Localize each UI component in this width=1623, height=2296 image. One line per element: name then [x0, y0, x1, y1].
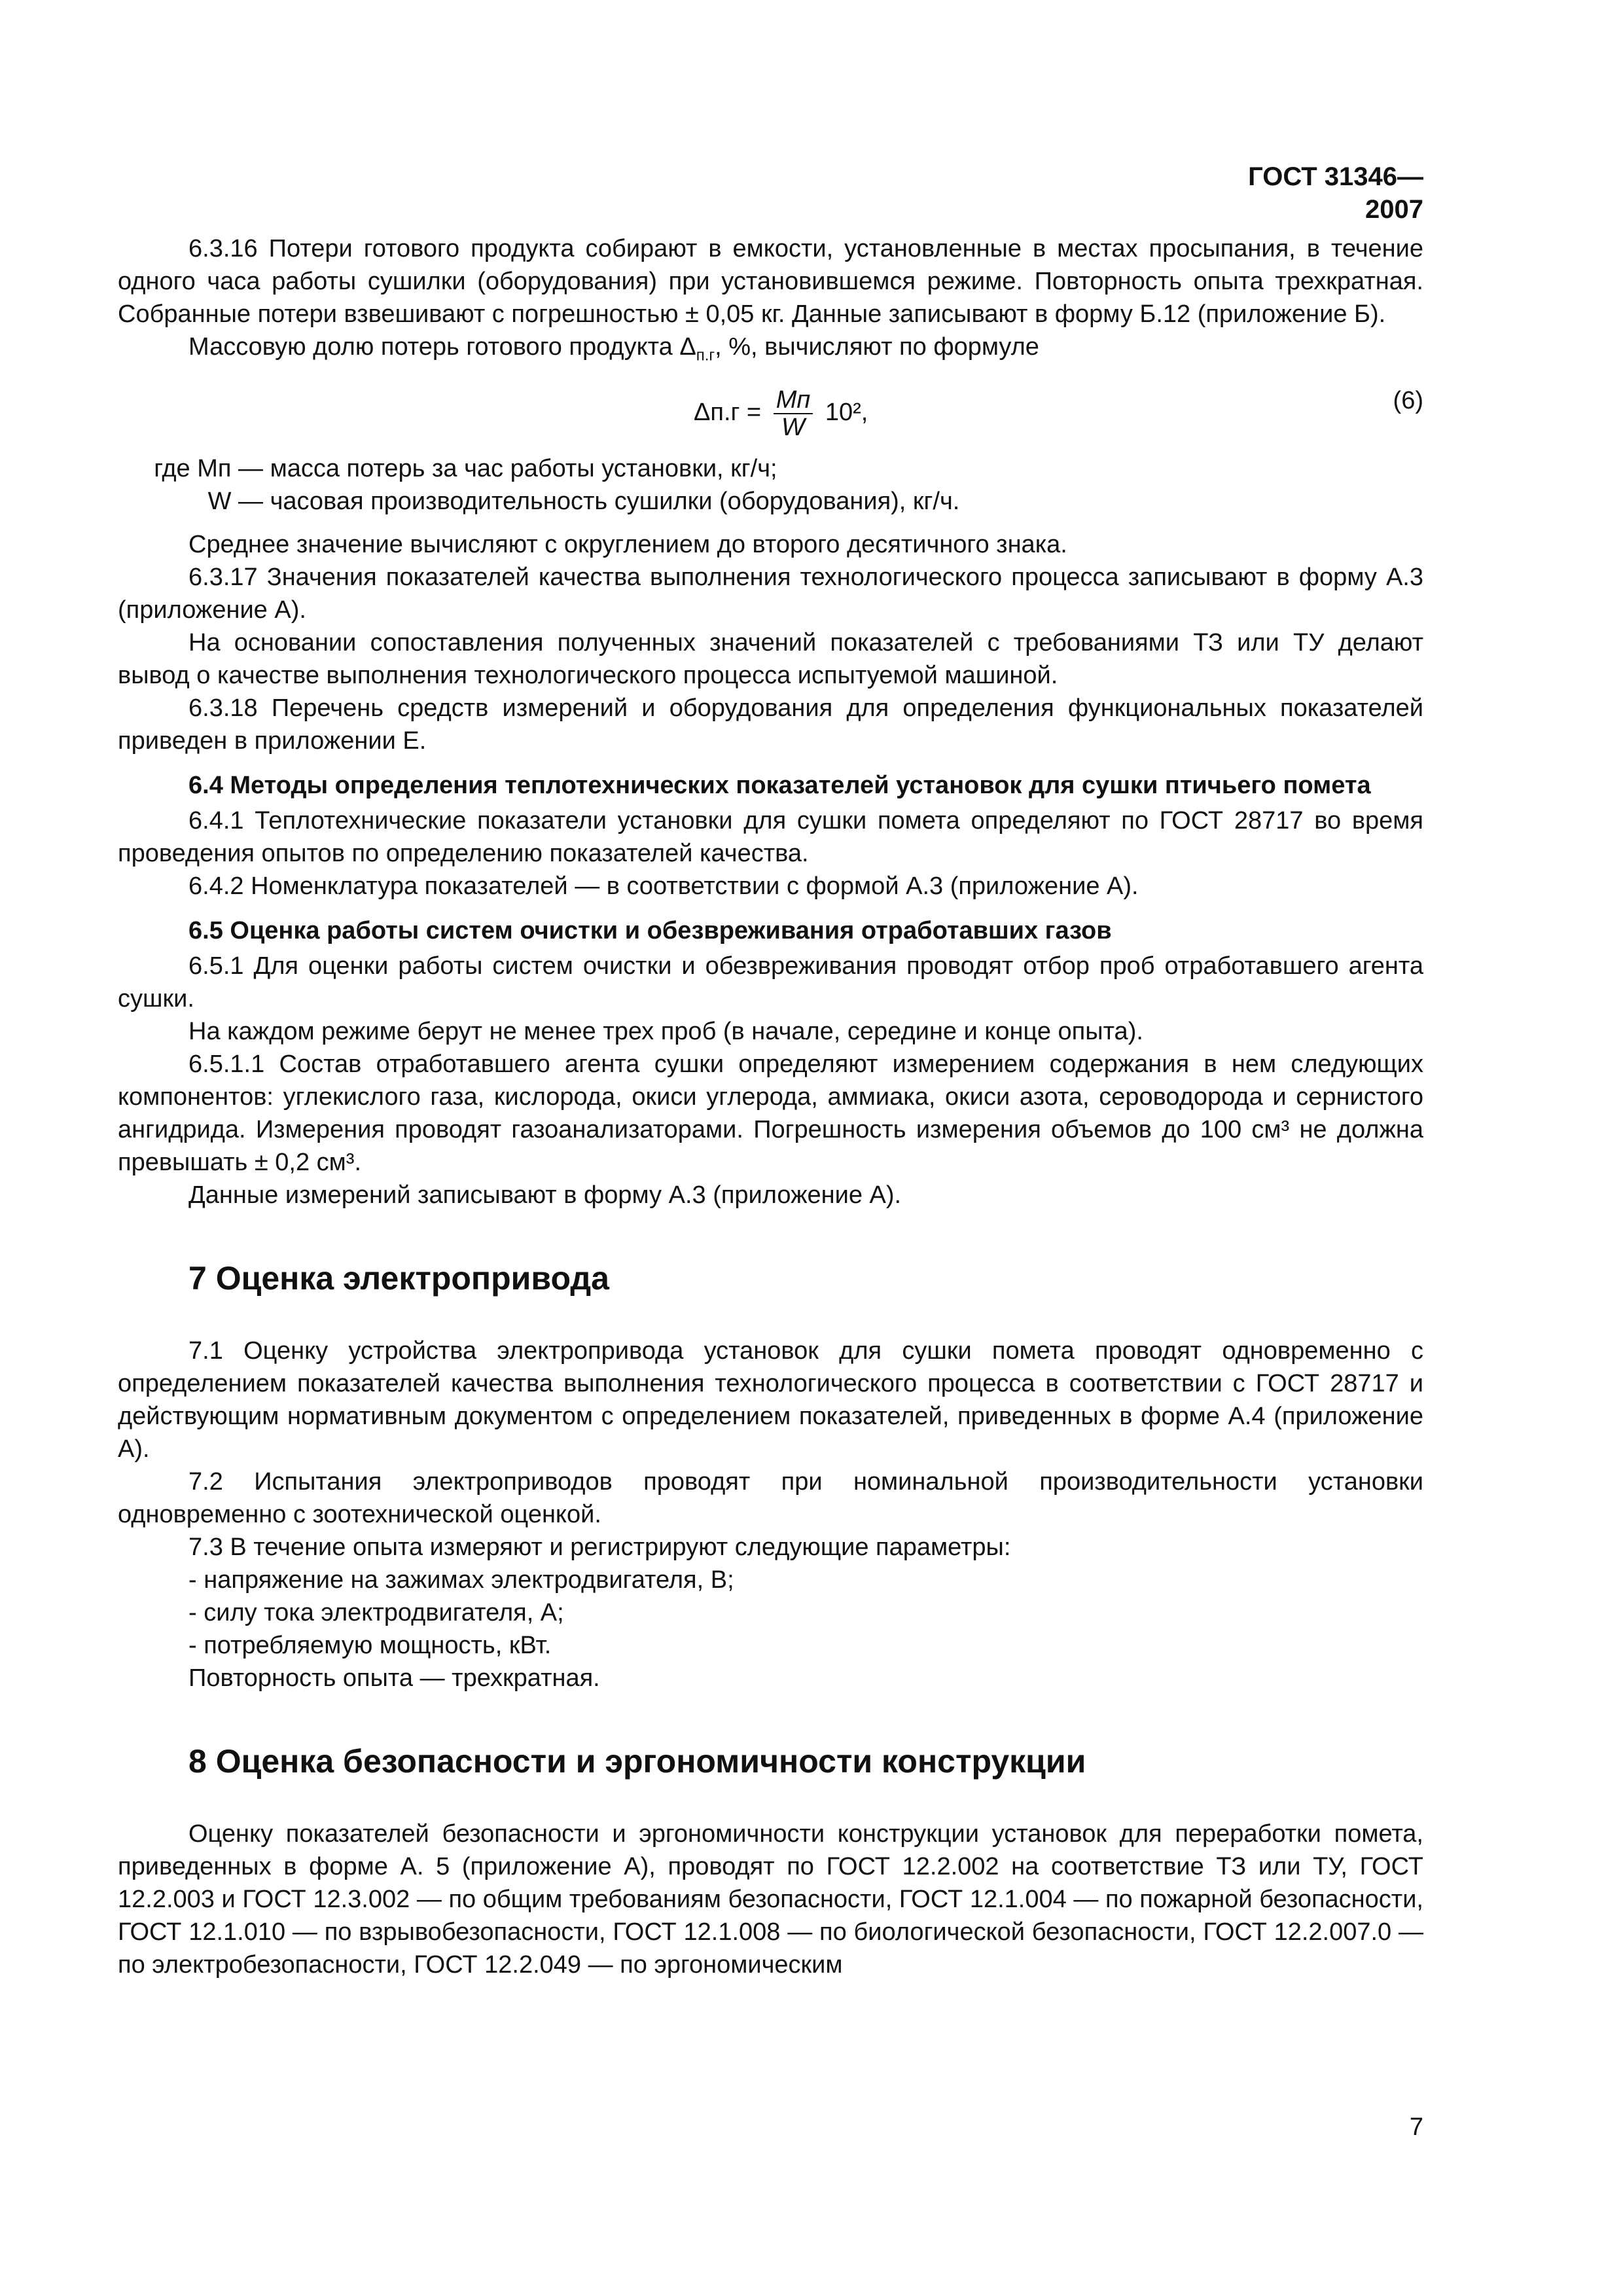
heading-6-5: 6.5 Оценка работы систем очистки и обезвреживания отработавших газов — [188, 916, 1112, 944]
where-w-label: W — — [207, 487, 263, 515]
mass-intro-text-a: Массовую долю потерь готового продукта Δ — [188, 333, 696, 361]
formula-fraction — [774, 387, 813, 440]
mass-intro-subscript: п.г — [696, 346, 715, 365]
paragraph-6-4-1: 6.4.1 Теплотехнические показатели установки для сушки помета определяют по ГОСТ 28717 во время проведения опытов по определению показателей качества. — [118, 806, 1423, 867]
formula-lhs: Δп.г = — [694, 398, 762, 426]
where-mp-label: где Mп — — [154, 454, 263, 482]
paragraph-6-3-18: 6.3.18 Перечень средств измерений и оборудования для определения функциональных показателей приведен в приложении Е. — [118, 694, 1423, 755]
paragraph-7-3: 7.3 В течение опыта измеряют и регистрируют следующие параметры: — [188, 1533, 1011, 1561]
paragraph-average: Среднее значение вычисляют с округлением до второго десятичного знака. — [188, 530, 1067, 558]
where-mp — [118, 452, 1423, 485]
paragraph-7-3-b: Повторность опыта — трехкратная. — [188, 1664, 600, 1692]
formula-expression — [694, 387, 868, 440]
where-w-text: часовая производительность сушилки (оборудования), кг/ч. — [270, 487, 960, 515]
paragraph-6-4-2: 6.4.2 Номенклатура показателей — в соответствии с формой А.3 (приложение А). — [188, 872, 1139, 900]
where-w — [118, 485, 1423, 518]
paragraph-6-5-1: 6.5.1 Для оценки работы систем очистки и обезвреживания проводят отбор проб отработавшего агента сушки. — [118, 952, 1423, 1013]
section-heading-8: 8 Оценка безопасности и эргономичности конструкции — [188, 1742, 1086, 1780]
parameter-list — [118, 1564, 1423, 1662]
paragraph-7-2: 7.2 Испытания электроприводов проводят при номинальной производительности установки одновременно с зоотехнической оценкой. — [118, 1467, 1423, 1528]
paragraph-6-5-1-1: 6.5.1.1 Состав отработавшего агента сушки определяют измерением содержания в нем следующих компонентов: углекислого газа, кислорода, окиси углерода, аммиака, окиси азота, сероводорода и сернистого ангидрида. Измерения проводят газоанализаторами. Погрешность измерения объемов до 100 см³ не должна превышать ± 0,2 см³. — [118, 1050, 1423, 1176]
list-item: - напряжение на зажимах электродвигателя, В; — [188, 1566, 734, 1594]
formula-denominator: W — [781, 413, 805, 441]
formula-number: (6) — [1393, 386, 1423, 414]
list-item: - потребляемую мощность, кВт. — [188, 1631, 552, 1659]
paragraph-6-3-17: 6.3.17 Значения показателей качества выполнения технологического процесса записывают в форму А.3 (приложение А). — [118, 563, 1423, 624]
paragraph-6-5-1-b: На каждом режиме берут не менее трех проб (в начале, середине и конце опыта). — [188, 1017, 1143, 1045]
where-mp-text: масса потерь за час работы установки, кг/ч; — [270, 454, 777, 482]
paragraph-6-5-1-1-b: Данные измерений записывают в форму А.3 (приложение А). — [188, 1181, 902, 1209]
document-body — [118, 232, 1423, 1981]
paragraph-7-1: 7.1 Оценку устройства электропривода установок для сушки помета проводят одновременно с определением показателей качества выполнения технологического процесса в соответствии с ГОСТ 28717 и действующим нормативным документом с определением показателей, приведенных в форме А.4 (приложение А). — [118, 1336, 1423, 1463]
section-heading-7: 7 Оценка электропривода — [188, 1259, 609, 1297]
paragraph-6-3-17-b: На основании сопоставления полученных значений показателей с требованиями ТЗ или ТУ делают вывод о качестве выполнения технологического процесса испытуемой машиной. — [118, 628, 1423, 689]
formula-numerator: Mп — [774, 387, 813, 414]
heading-6-4: 6.4 Методы определения теплотехнических показателей установок для сушки птичьего помета — [188, 771, 1371, 799]
list-item: - силу тока электродвигателя, А; — [188, 1598, 564, 1626]
document-number: ГОСТ 31346—2007 — [1248, 162, 1423, 224]
formula-6 — [118, 375, 1423, 447]
paragraph-6-3-16: 6.3.16 Потери готового продукта собирают в емкости, установленные в местах просыпания, в течение одного часа работы сушилки (оборудования) при установившемся режиме. Повторность опыта трехкратная. Собранные потери взвешивают с погрешностью ± 0,05 кг. Данные записывают в форму Б.12 (приложение Б). — [118, 235, 1423, 328]
mass-intro-text-b: , %, вычисляют по формуле — [715, 333, 1039, 361]
paragraph-mass-intro — [118, 331, 1423, 372]
formula-rhs: 10², — [825, 398, 868, 426]
page-number: 7 — [1409, 2113, 1423, 2141]
paragraph-8: Оценку показателей безопасности и эргономичности конструкции установок для переработки помета, приведенных в форме А. 5 (приложение А), проводят по ГОСТ 12.2.002 на соответствие ТЗ или ТУ, ГОСТ 12.2.003 и ГОСТ 12.3.002 — по общим требованиям безопасности, ГОСТ 12.1.004 — по пожарной безопасности, ГОСТ 12.1.010 — по взрывобезопасности, ГОСТ 12.1.008 — по биологической безопасности, ГОСТ 12.2.007.0 — по электробезопасности, ГОСТ 12.2.049 — по эргономическим — [118, 1820, 1423, 1979]
